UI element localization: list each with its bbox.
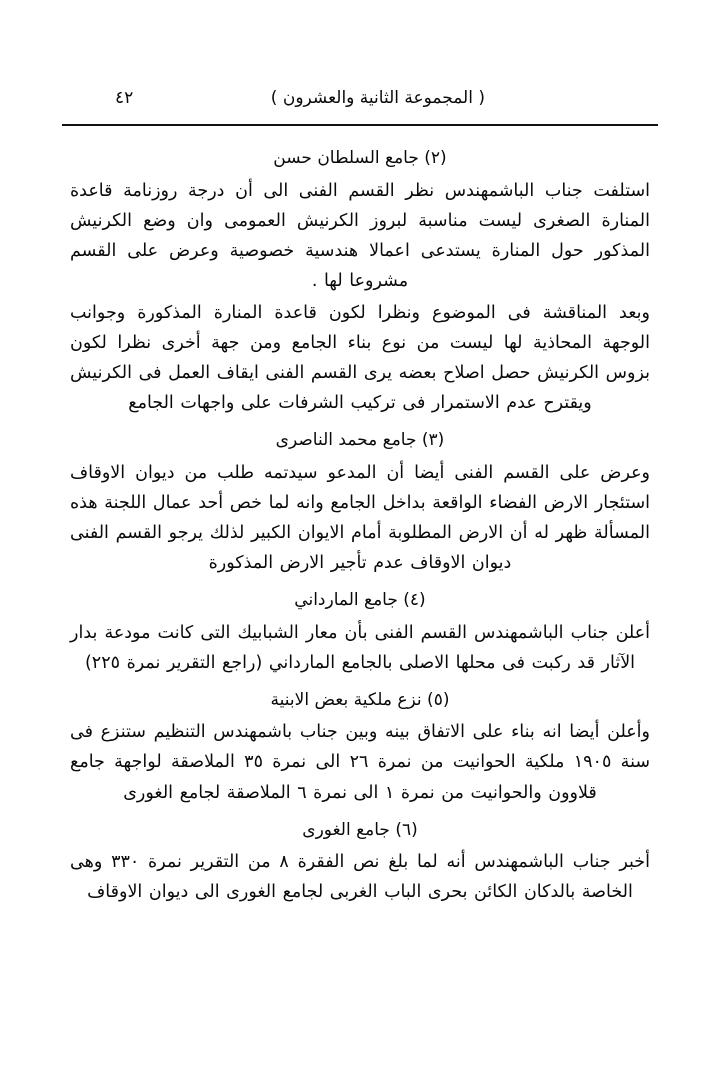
paragraph: وعرض على القسم الفنى أيضا أن المدعو سيدتمه طلب من ديوان الاوقاف استئجار الارض الفضاء الواقعة بداخل الجامع وانه لما خص أحد عمال اللجنة هذه المسألة ظهر له أن الارض المطلوبة أمام الايوان الكبير لذلك يرجو القسم الفنى ديوان الاوقاف عدم تأجير الارض المذكورة (70, 462, 650, 574)
section-heading: (٤) جامع المارداني (294, 590, 426, 611)
section-heading: (٥) نزع ملكية بعض الابنية (270, 689, 450, 710)
paragraph: استلفت جناب الباشمهندس نظر القسم الفنى الى أن درجة روزنامة قاعدة المنارة الصغرى ليست مناسبة لبروز الكرنيش العمومى وان وضع الكرنيش المذكور حول المنارة يستدعى اعمالا هندسية خصوصية وعرض على القسم مشروعا لها . (70, 180, 650, 291)
header-divider (62, 124, 658, 126)
section-heading: (٢) جامع السلطان حسن (273, 148, 447, 168)
header-title: ( المجموعة الثانية والعشرون ) (270, 88, 485, 108)
paragraph: وبعد المناقشة فى الموضوع ونظرا لكون قاعدة المنارة المذكورة وجوانب الوجهة المحاذية لها ليست من نوع بناء الجامع ومن جهة أخرى نظرا لكون بزوس الكرنيش حصل اصلاح بعضه يرى القسم الفنى ايقاف العمل فى الكرنيش ويقترح عدم الاستمرار فى تركيب الشرفات على واجهات الجامع (70, 302, 650, 414)
paragraph: أعلن جناب الباشمهندس القسم الفنى بأن معار الشبابيك التى كانت مودعة بدار الآثار قد ركبت فى محلها الاصلى بالجامع المارداني (راجع التقرير نمرة ٢٢٥) (70, 622, 650, 673)
paragraph: أخبر جناب الباشمهندس أنه لما بلغ نص الفقرة ٨ من التقرير نمرة ٣٣٠ وهى الخاصة بالدكان الكائن بحرى الباب الغربى لجامع الغورى الى ديوان الاوقاف (70, 852, 650, 903)
page-header (60, 88, 660, 122)
paragraph: وأعلن أيضا انه بناء على الاتفاق بينه وبين جناب باشمهندس التنظيم ستنزع فى سنة ١٩٠٥ ملكية الحوانيت من نمرة ٢٦ الى نمرة ٣٥ الملاصقة لواجهة جامع قلاوون والحوانيت من نمرة ١ الى نمرة ٦ الملاصقة لجامع الغورى (70, 722, 651, 803)
section-heading: (٦) جامع الغورى (302, 819, 418, 840)
page-body (70, 136, 650, 909)
page-number: ٤٢ (115, 88, 134, 108)
section-heading: (٣) جامع محمد الناصرى (275, 430, 445, 451)
